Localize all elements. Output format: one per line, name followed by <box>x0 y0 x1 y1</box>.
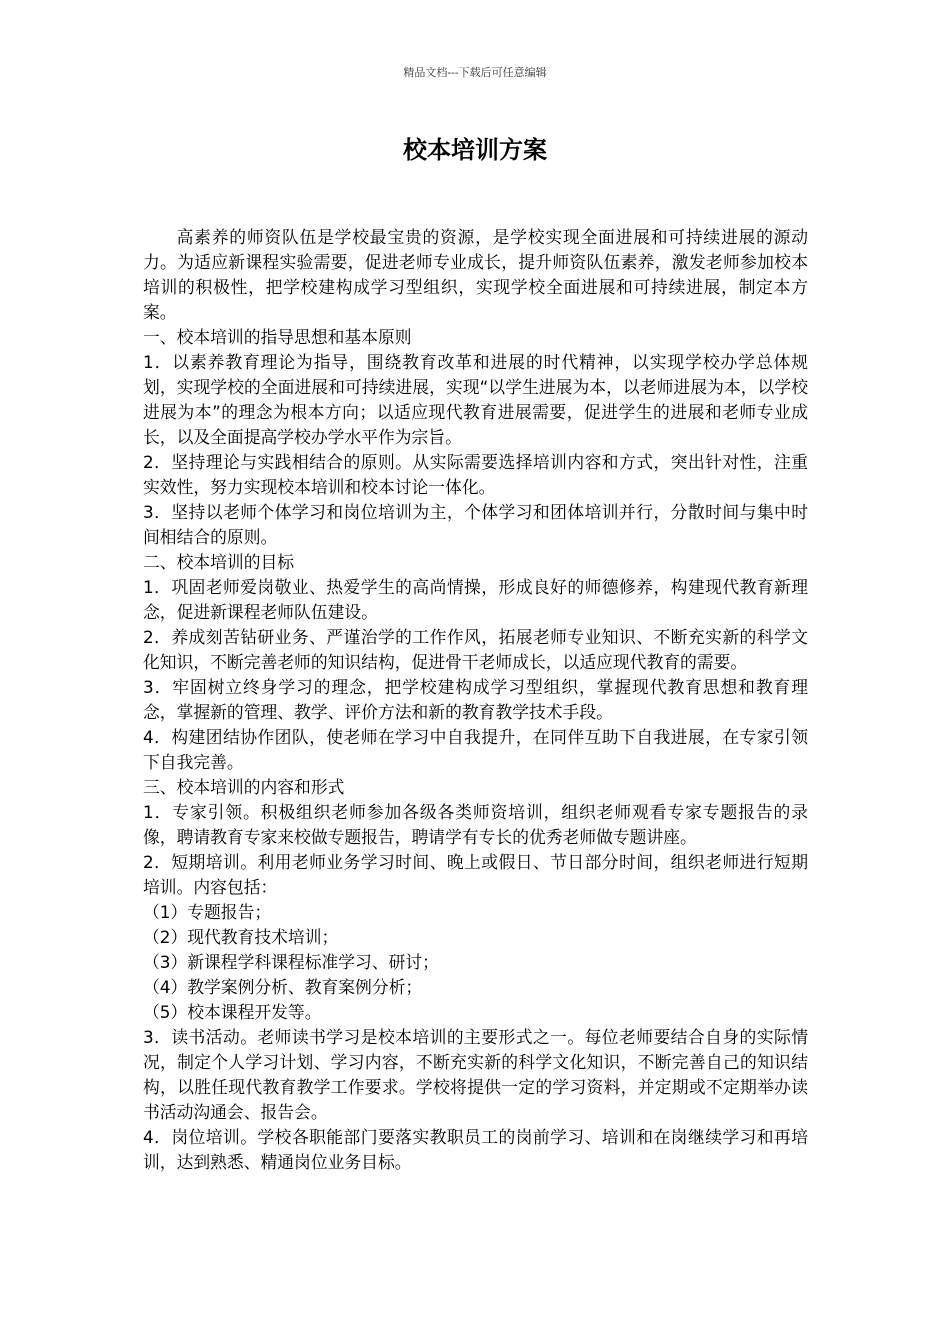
body-paragraph: 2．坚持理论与实践相结合的原则。从实际需要选择培训内容和方式，突出针对性，注重实效性，努力实现校本培训和校本讨论一体化。 <box>143 452 808 497</box>
body-paragraph: （2）现代教育技术培训； <box>143 927 339 947</box>
body-paragraph: 4．构建团结协作团队，使老师在学习中自我提升，在同伴互助下自我进展，在专家引领下自我完善。 <box>143 727 808 772</box>
header-note: 精品文档---下载后可任意编辑 <box>403 66 547 79</box>
body-paragraph: 4．岗位培训。学校各职能部门要落实教职员工的岗前学习、培训和在岗继续学习和再培训，达到熟悉、精通岗位业务目标。 <box>143 1127 808 1172</box>
body-paragraph: 1．专家引领。积极组织老师参加各级各类师资培训，组织老师观看专家专题报告的录像，聘请教育专家来校做专题报告，聘请学有专长的优秀老师做专题讲座。 <box>143 802 808 847</box>
body-paragraph: 1．以素养教育理论为指导，围绕教育改革和进展的时代精神，以实现学校办学总体规划，实现学校的全面进展和可持续进展，实现“以学生进展为本，以老师进展为本，以学校进展为本”的理念为根本方向；以适应现代教育进展需要，促进学生的进展和老师专业成长，以及全面提高学校办学水平作为宗旨。 <box>143 352 808 447</box>
body-paragraph: 3．牢固树立终身学习的理念，把学校建构成学习型组织，掌握现代教育思想和教育理念，掌握新的管理、教学、评价方法和新的教育教学技术手段。 <box>143 677 808 722</box>
document-title: 校本培训方案 <box>403 135 547 164</box>
body-paragraph: 一、校本培训的指导思想和基本原则 <box>143 327 412 347</box>
body-paragraph: （5）校本课程开发等。 <box>143 1002 322 1022</box>
body-paragraph: 3．坚持以老师个体学习和岗位培训为主，个体学习和团体培训并行，分散时间与集中时间相结合的原则。 <box>143 502 808 547</box>
body-paragraph: 2．短期培训。利用老师业务学习时间、晚上或假日、节日部分时间，组织老师进行短期培训。内容包括： <box>143 852 808 897</box>
body-paragraph: 2．养成刻苦钻研业务、严谨治学的工作作风，拓展老师专业知识、不断充实新的科学文化知识，不断完善老师的知识结构，促进骨干老师成长，以适应现代教育的需要。 <box>143 627 808 672</box>
body-paragraph: 3．读书活动。老师读书学习是校本培训的主要形式之一。每位老师要结合自身的实际情况，制定个人学习计划、学习内容，不断充实新的科学文化知识，不断完善自己的知识结构，以胜任现代教育教学工作要求。学校将提供一定的学习资料，并定期或不定期举办读书活动沟通会、报告会。 <box>143 1027 808 1122</box>
body-paragraph: 二、校本培训的目标 <box>143 552 295 572</box>
body-paragraph: 三、校本培训的内容和形式 <box>143 777 345 797</box>
body-paragraph: 高素养的师资队伍是学校最宝贵的资源，是学校实现全面进展和可持续进展的源动力。为适应新课程实验需要，促进老师专业成长，提升师资队伍素养，激发老师参加校本培训的积极性，把学校建构成学习型组织，实现学校全面进展和可持续进展，制定本方案。 <box>143 227 808 322</box>
body-paragraph: （3）新课程学科课程标准学习、研讨； <box>143 952 439 972</box>
body-paragraph: 1．巩固老师爱岗敬业、热爱学生的高尚情操，形成良好的师德修养，构建现代教育新理念，促进新课程老师队伍建设。 <box>143 577 808 622</box>
body-paragraph: （4）教学案例分析、教育案例分析； <box>143 977 423 997</box>
body-paragraph: （1）专题报告； <box>143 902 272 922</box>
document-body <box>143 225 808 1175</box>
